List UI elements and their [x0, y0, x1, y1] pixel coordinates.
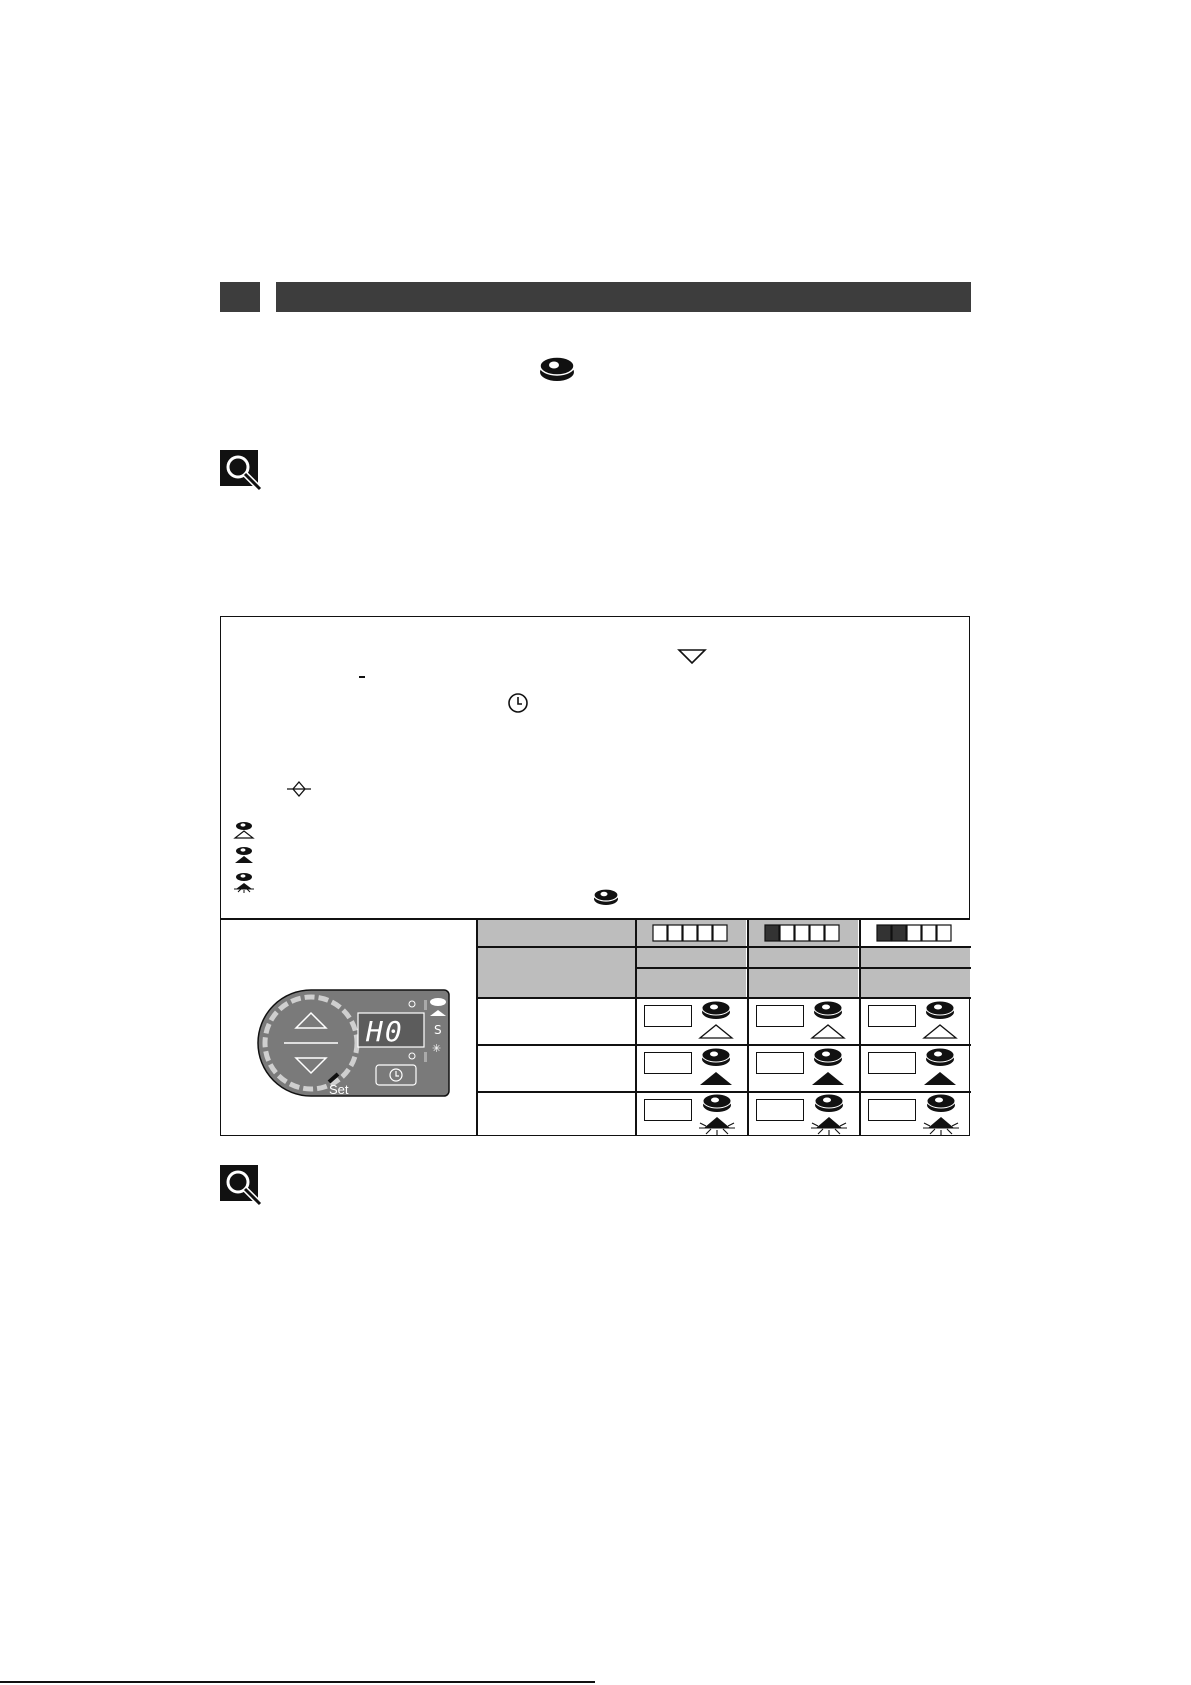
- table-cell-r3c1: [644, 1099, 692, 1121]
- table-cell-r2c2: [756, 1052, 804, 1074]
- table-header-label: [478, 920, 635, 946]
- table-cell-r3c3: [868, 1099, 916, 1121]
- section-number-bar: [220, 282, 260, 312]
- clock-icon: [507, 692, 529, 714]
- svg-text:✳: ✳: [432, 1042, 442, 1055]
- salt-level-flash-icon: [233, 871, 255, 893]
- dash-mark: [359, 676, 365, 678]
- salt-level-empty-icon: [810, 1000, 846, 1040]
- tablet-icon: [537, 354, 577, 384]
- salt-level-full-icon: [233, 845, 255, 865]
- table-cell-r2c3: [868, 1052, 916, 1074]
- table-cell-r1c2: [756, 1005, 804, 1027]
- salt-level-flash-icon: [922, 1093, 960, 1135]
- table-cell-r1c3: [868, 1005, 916, 1027]
- magnifier-icon: [220, 450, 266, 492]
- table-subheader-label: [478, 947, 635, 997]
- info-box: [220, 616, 970, 1136]
- page-bottom-rule: [0, 1681, 595, 1683]
- salt-level-empty-icon: [698, 1000, 734, 1040]
- section-title-bar: [276, 282, 971, 312]
- lcd-readout: H0: [366, 1015, 404, 1048]
- set-label: Set: [329, 1082, 349, 1097]
- control-panel-illustration: [256, 988, 451, 1098]
- hardness-indicator-1: [764, 924, 842, 942]
- salt-level-empty-icon: [922, 1000, 958, 1040]
- salt-level-full-icon: [698, 1047, 734, 1087]
- hardness-indicator-2: [876, 924, 954, 942]
- svg-text:S: S: [434, 1023, 442, 1037]
- magnifier-icon: [220, 1165, 266, 1207]
- hardness-indicator-0: [652, 924, 730, 942]
- down-arrow-icon: [677, 648, 707, 666]
- table-cell-r2c1: [644, 1052, 692, 1074]
- salt-level-empty-icon: [233, 820, 255, 840]
- tablet-icon: [592, 887, 620, 907]
- salt-level-full-icon: [922, 1047, 958, 1087]
- table-cell-r3c2: [756, 1099, 804, 1121]
- salt-level-flash-icon: [810, 1093, 848, 1135]
- salt-level-full-icon: [810, 1047, 846, 1087]
- table-cell-r1c1: [644, 1005, 692, 1027]
- salt-level-flash-icon: [698, 1093, 736, 1135]
- level-icon: [285, 780, 313, 798]
